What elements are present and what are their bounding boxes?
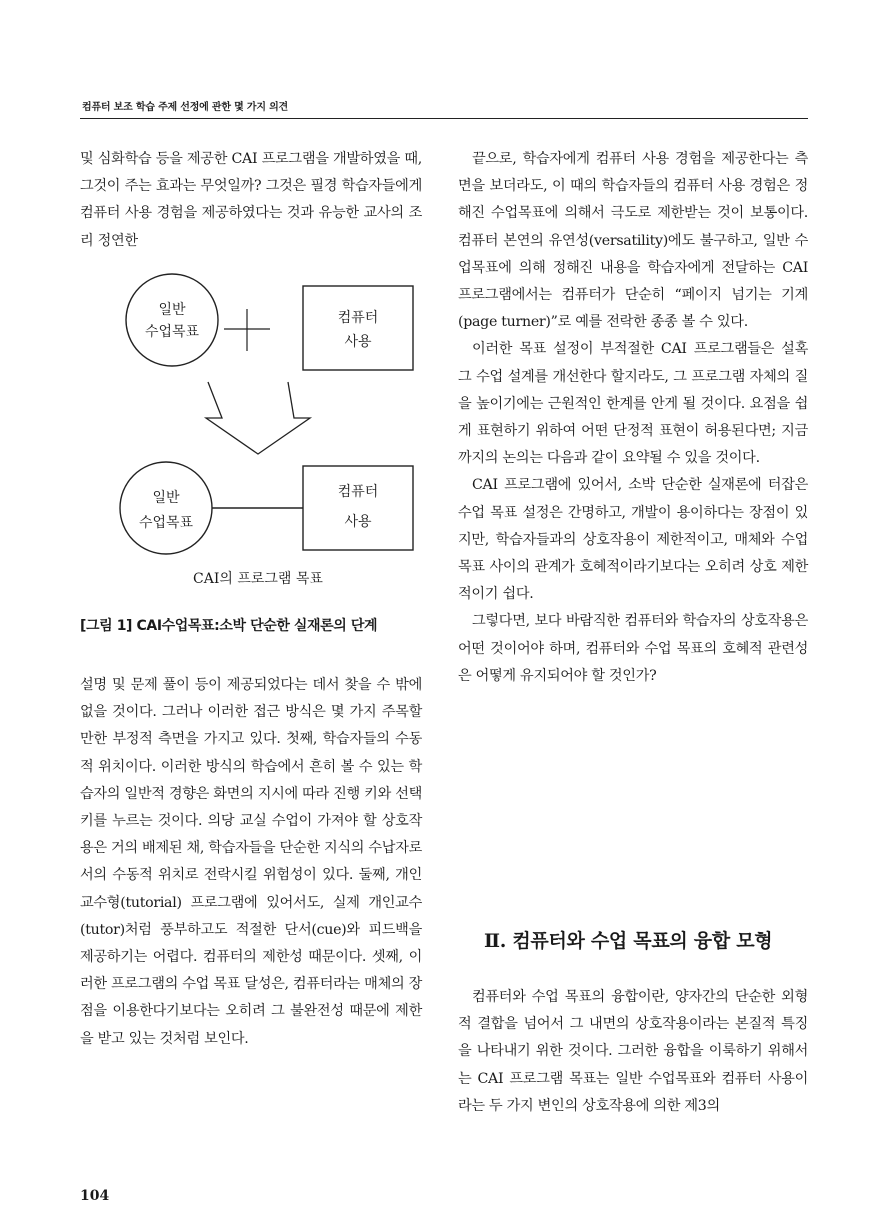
top-circle [126, 274, 218, 366]
running-head: 컴퓨터 보조 학습 주제 선정에 관한 몇 가지 의견 [82, 102, 288, 113]
bottom-circle-line1: 일반 [152, 490, 180, 506]
paragraph: 설명 및 문제 풀이 등이 제공되었다는 데서 찾을 수 밖에 없을 것이다. 그러나 이러한 접근 방식은 몇 가지 주목할 만한 부정적 측면을 가지고 있다. 첫째, 학습자들의 수동적 위치이다. 이러한 방식의 학습에서 흔히 볼 수 있는 학습자의 일반적 경향은 화면의 지시에 따라 진행 키와 선택 키를 누르는 것이다. 의당 교실 수업이 가져야 할 상호작용은 거의 배제된 채, 학습자들을 단순한 지식의 수납자로서의 수동적 위치로 전락시킬 위험성이 있다. 둘째, 개인 교수형(tutorial) 프로그램에 있어서도, 실제 개인교수(tutor)처럼 풍부하고도 적절한 단서(cue)와 피드백을 제공하기는 어렵다. 컴퓨터의 제한성 때문이다. 셋째, 이러한 프로그램의 수업 목표 달성은, 컴퓨터라는 매체의 장점을 이용한다기보다는 오히려 그 불완전성 때문에 제한을 받고 있는 것처럼 보인다. [80, 677, 422, 1047]
paragraph: 그렇다면, 보다 바람직한 컴퓨터와 학습자의 상호작용은 어떤 것이어야 하며, 컴퓨터와 수업 목표의 호혜적 관련성은 어떻게 유지되어야 할 것인가? [458, 613, 808, 684]
paragraph: 끝으로, 학습자에게 컴퓨터 사용 경험을 제공한다는 측면을 보더라도, 이 때의 학습자들의 컴퓨터 사용 경험은 정해진 수업목표에 의해서 극도로 제한받는 것이 보통이다. 컴퓨터 본연의 유연성(versatility)에도 불구하고, 일반 수업목표에 의해 정해진 내용을 학습자에게 전달하는 CAI 프로그램에서는 컴퓨터가 단순히 “페이지 넘기는 기계(page turner)”로 예를 전락한 종종 볼 수 있다. [458, 151, 808, 331]
left-column-bottom [80, 672, 422, 1053]
bottom-box-line1: 컴퓨터 [337, 484, 379, 500]
figure-caption: [그림 1] CAI수업목표:소박 단순한 실재론의 단계 [80, 618, 378, 634]
down-arrow [206, 382, 310, 454]
right-column-section [458, 984, 808, 1120]
bottom-box [303, 466, 413, 550]
right-column [458, 146, 808, 690]
top-box-line1: 컴퓨터 [337, 310, 379, 326]
bottom-circle-line2: 수업목표 [138, 515, 194, 531]
header-rule [80, 118, 808, 119]
figure-inner-caption: CAI의 프로그램 목표 [193, 571, 323, 587]
page-number: 104 [80, 1188, 110, 1204]
paragraph: 및 심화학습 등을 제공한 CAI 프로그램을 개발하였을 때, 그것이 주는 효과는 무엇일까? 그것은 필경 학습자들에게 컴퓨터 사용 경험을 제공하였다는 것과 유능한 교사의 조리 정연한 [80, 151, 422, 249]
top-circle-line2: 수업목표 [144, 324, 200, 340]
paragraph: CAI 프로그램에 있어서, 소박 단순한 실재론에 터잡은 수업 목표 설정은 간명하고, 개발이 용이하다는 장점이 있지만, 학습자들과의 상호작용이 제한적이고, 매체와 수업 목표 사이의 관계가 호혜적이라기보다는 오히려 상호 제한적이기 쉽다. [458, 477, 808, 603]
bottom-circle [120, 462, 212, 554]
left-column-top [80, 146, 422, 255]
top-box [303, 286, 413, 370]
top-circle-line1: 일반 [158, 302, 186, 318]
bottom-box-line2: 사용 [344, 514, 372, 530]
paragraph: 컴퓨터와 수업 목표의 융합이란, 양자간의 단순한 외형적 결합을 넘어서 그 내면의 상호작용이라는 본질적 특징을 나타내기 위한 것이다. 그러한 융합을 이룩하기 위해서는 CAI 프로그램 목표는 일반 수업목표와 컴퓨터 사용이라는 두 가지 변인의 상호작용에 의한 제3의 [458, 989, 808, 1114]
figure-diagram [86, 270, 426, 610]
paragraph: 이러한 목표 설정이 부적절한 CAI 프로그램들은 설혹 그 수업 설계를 개선한다 할지라도, 그 프로그램 자체의 질을 높이기에는 근원적인 한계를 안게 될 것이다. 요점을 쉽게 표현하기 위하여 어떤 단정적 표현이 허용된다면; 지금까지의 논의는 다음과 같이 요약될 수 있을 것이다. [458, 341, 808, 467]
section-heading: Ⅱ. 컴퓨터와 수업 목표의 융합 모형 [484, 930, 773, 952]
top-box-line2: 사용 [344, 334, 372, 350]
